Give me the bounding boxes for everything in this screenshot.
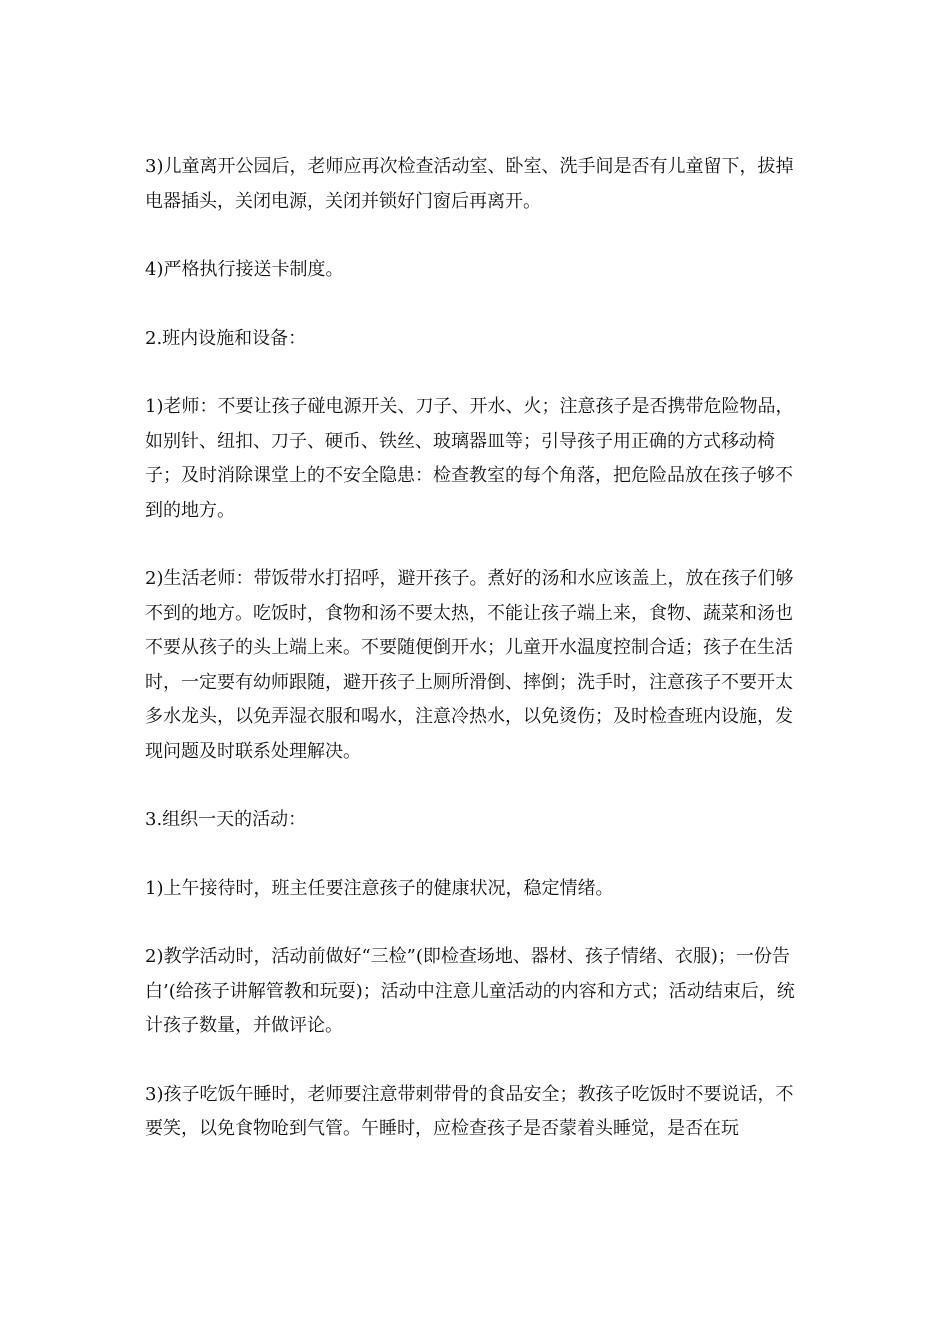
paragraph-leaving-check: 3)儿童离开公园后，老师应再次检查活动室、卧室、洗手间是否有儿童留下，拔掉电器插头，关闭电源，关闭并锁好门窗后再离开。 [145, 156, 794, 212]
paragraph-life-teacher-duties: 2)生活老师：带饭带水打招呼，避开孩子。煮好的汤和水应该盖上，放在孩子们够不到的地方。吃饭时，食物和汤不要太热，不能让孩子端上来，食物、蔬菜和汤也不要从孩子的头上端上来。不要随便倒开水；儿童开水温度控制合适；孩子在生活时，一定要有幼师跟随，避开孩子上厕所滑倒、摔倒；洗手时，注意孩子不要开太多水龙头，以免弄湿衣服和喝水，注意冷热水，以免烫伤；及时检查班内设施，发现问题及时联系处理解决。 [145, 568, 794, 762]
paragraph-pickup-card: 4)严格执行接送卡制度。 [145, 259, 344, 280]
paragraph-teaching-activities: 2)教学活动时，活动前做好“三检”(即检查场地、器材、孩子情绪、衣服)；一份告白’(给孩子讲解管教和玩耍)；活动中注意儿童活动的内容和方式；活动结束后，统计孩子数量，并做评论。 [145, 946, 795, 1036]
paragraph-meals-nap: 3)孩子吃饭午睡时，老师要注意带刺带骨的食品安全；教孩子吃饭时不要说话，不要笑，以免食物呛到气管。午睡时，应检查孩子是否蒙着头睡觉，是否在玩 [145, 1083, 794, 1139]
paragraph-teacher-duties: 1)老师：不要让孩子碰电源开关、刀子、开水、火；注意孩子是否携带危险物品，如别针、纽扣、刀子、硬币、铁丝、玻璃器皿等；引导孩子用正确的方式移动椅子；及时消除课堂上的不安全隐患：检查教室的每个角落，把危险品放在孩子够不到的地方。 [145, 396, 794, 521]
section-heading-daily-activities: 3.组织一天的活动： [145, 809, 307, 830]
document-body [145, 150, 807, 1180]
section-heading-facilities: 2.班内设施和设备： [145, 327, 307, 349]
paragraph-morning-reception: 1)上午接待时，班主任要注意孩子的健康状况，稳定情绪。 [145, 877, 614, 899]
